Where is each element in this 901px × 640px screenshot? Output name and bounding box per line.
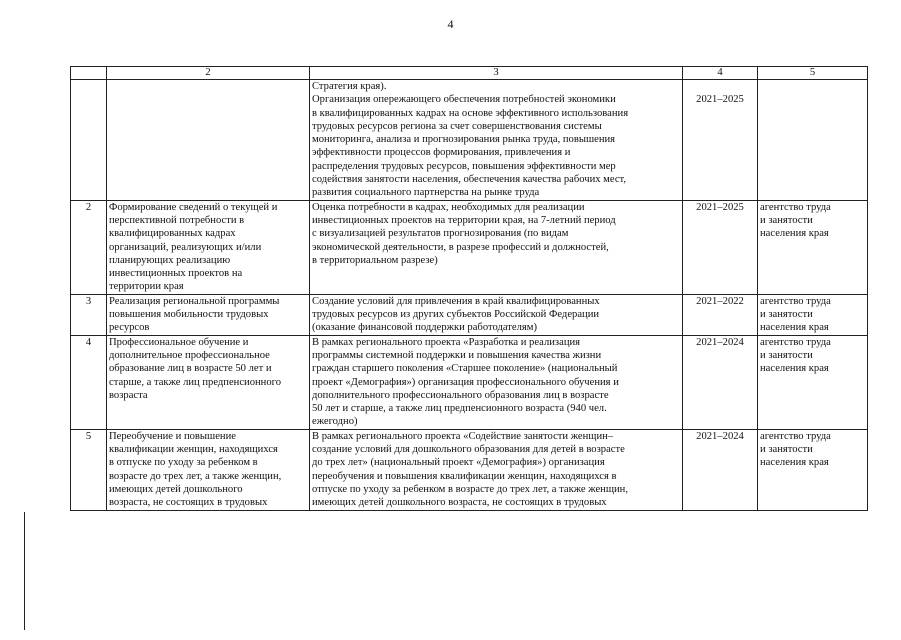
row-number: 5 — [71, 429, 107, 510]
table-row — [71, 335, 868, 429]
column-header-period: 4 — [683, 67, 758, 80]
table-row — [71, 80, 868, 201]
table-row — [71, 294, 868, 335]
responsible-cell — [758, 80, 868, 201]
column-header-content: 3 — [310, 67, 683, 80]
table-row — [71, 429, 868, 510]
responsible-cell: агентство труда и занятости населения края — [758, 429, 868, 510]
measure-cell: Профессиональное обучение и дополнительное профессиональное образование лиц в возрасте 50 лет и старше, а также лиц предпенсионного возраста — [107, 335, 310, 429]
period-cell: 2021–2025 — [683, 200, 758, 294]
content-cell: Стратегия края). Организация опережающего обеспечения потребностей экономики в квалифицированных кадрах на основе эффективного использования трудовых ресурсов региона за счет совершенствования системы мониторинга, анализа и прогнозирования рынка труда, повышения эффективности процессов формирования, привлечения и распределения трудовых ресурсов, повышения эффективности мер содействия занятости населения, обеспечения качества рабочих мест, развития социального партнерства на рынке труда — [310, 80, 683, 201]
row-number: 4 — [71, 335, 107, 429]
row-number — [71, 80, 107, 201]
measure-cell — [107, 80, 310, 201]
responsible-cell: агентство труда и занятости населения края — [758, 294, 868, 335]
column-header-number — [71, 67, 107, 80]
measure-cell: Переобучение и повышение квалификации женщин, находящихся в отпуске по уходу за ребенком в возрасте до трех лет, а также женщин, имеющих детей дошкольного возраста, не состоящих в трудовых — [107, 429, 310, 510]
content-cell: В рамках регионального проекта «Разработка и реализация программы системной поддержки и повышения качества жизни граждан старшего поколения «Старшее поколение» (национальный проект «Демография») организация профессионального обучения и дополнительного профессионального образования лиц в возрасте 50 лет и старше, а также лиц предпенсионного возраста (940 чел. ежегодно) — [310, 335, 683, 429]
column-header-responsible: 5 — [758, 67, 868, 80]
column-header-measure: 2 — [107, 67, 310, 80]
responsible-cell: агентство труда и занятости населения края — [758, 200, 868, 294]
table-row — [71, 200, 868, 294]
period-cell: 2021–2024 — [683, 429, 758, 510]
row-number: 3 — [71, 294, 107, 335]
measures-table — [70, 66, 868, 511]
period-cell: 2021–2024 — [683, 335, 758, 429]
content-cell: Создание условий для привлечения в край квалифицированных трудовых ресурсов из других субъектов Российской Федерации (оказание финансовой поддержки работодателям) — [310, 294, 683, 335]
measure-cell: Реализация региональной программы повышения мобильности трудовых ресурсов — [107, 294, 310, 335]
responsible-cell: агентство труда и занятости населения края — [758, 335, 868, 429]
measure-cell: Формирование сведений о текущей и перспективной потребности в квалифицированных кадрах организаций, реализующих и/или планирующих реализацию инвестиционных проектов на территории края — [107, 200, 310, 294]
period-cell: 2021–2025 — [683, 80, 758, 201]
content-cell: Оценка потребности в кадрах, необходимых для реализации инвестиционных проектов на территории края, на 7-летний период с визуализацией результатов прогнозирования (по видам экономической деятельности, в разрезе профессий и должностей, в территориальном разрезе) — [310, 200, 683, 294]
period-cell: 2021–2022 — [683, 294, 758, 335]
page-number: 4 — [447, 17, 454, 31]
content-cell: В рамках регионального проекта «Содействие занятости женщин– создание условий для дошкольного образования для детей в возрасте до трех лет» (национальный проект «Демография») организация переобучения и повышения квалификации женщин, находящихся в отпуске по уходу за ребенком в возрасте до трех лет, а также женщин, имеющих детей дошкольного возраста, не состоящих в трудовых — [310, 429, 683, 510]
column-header-row — [71, 67, 868, 80]
margin-rule — [24, 512, 25, 630]
row-number: 2 — [71, 200, 107, 294]
